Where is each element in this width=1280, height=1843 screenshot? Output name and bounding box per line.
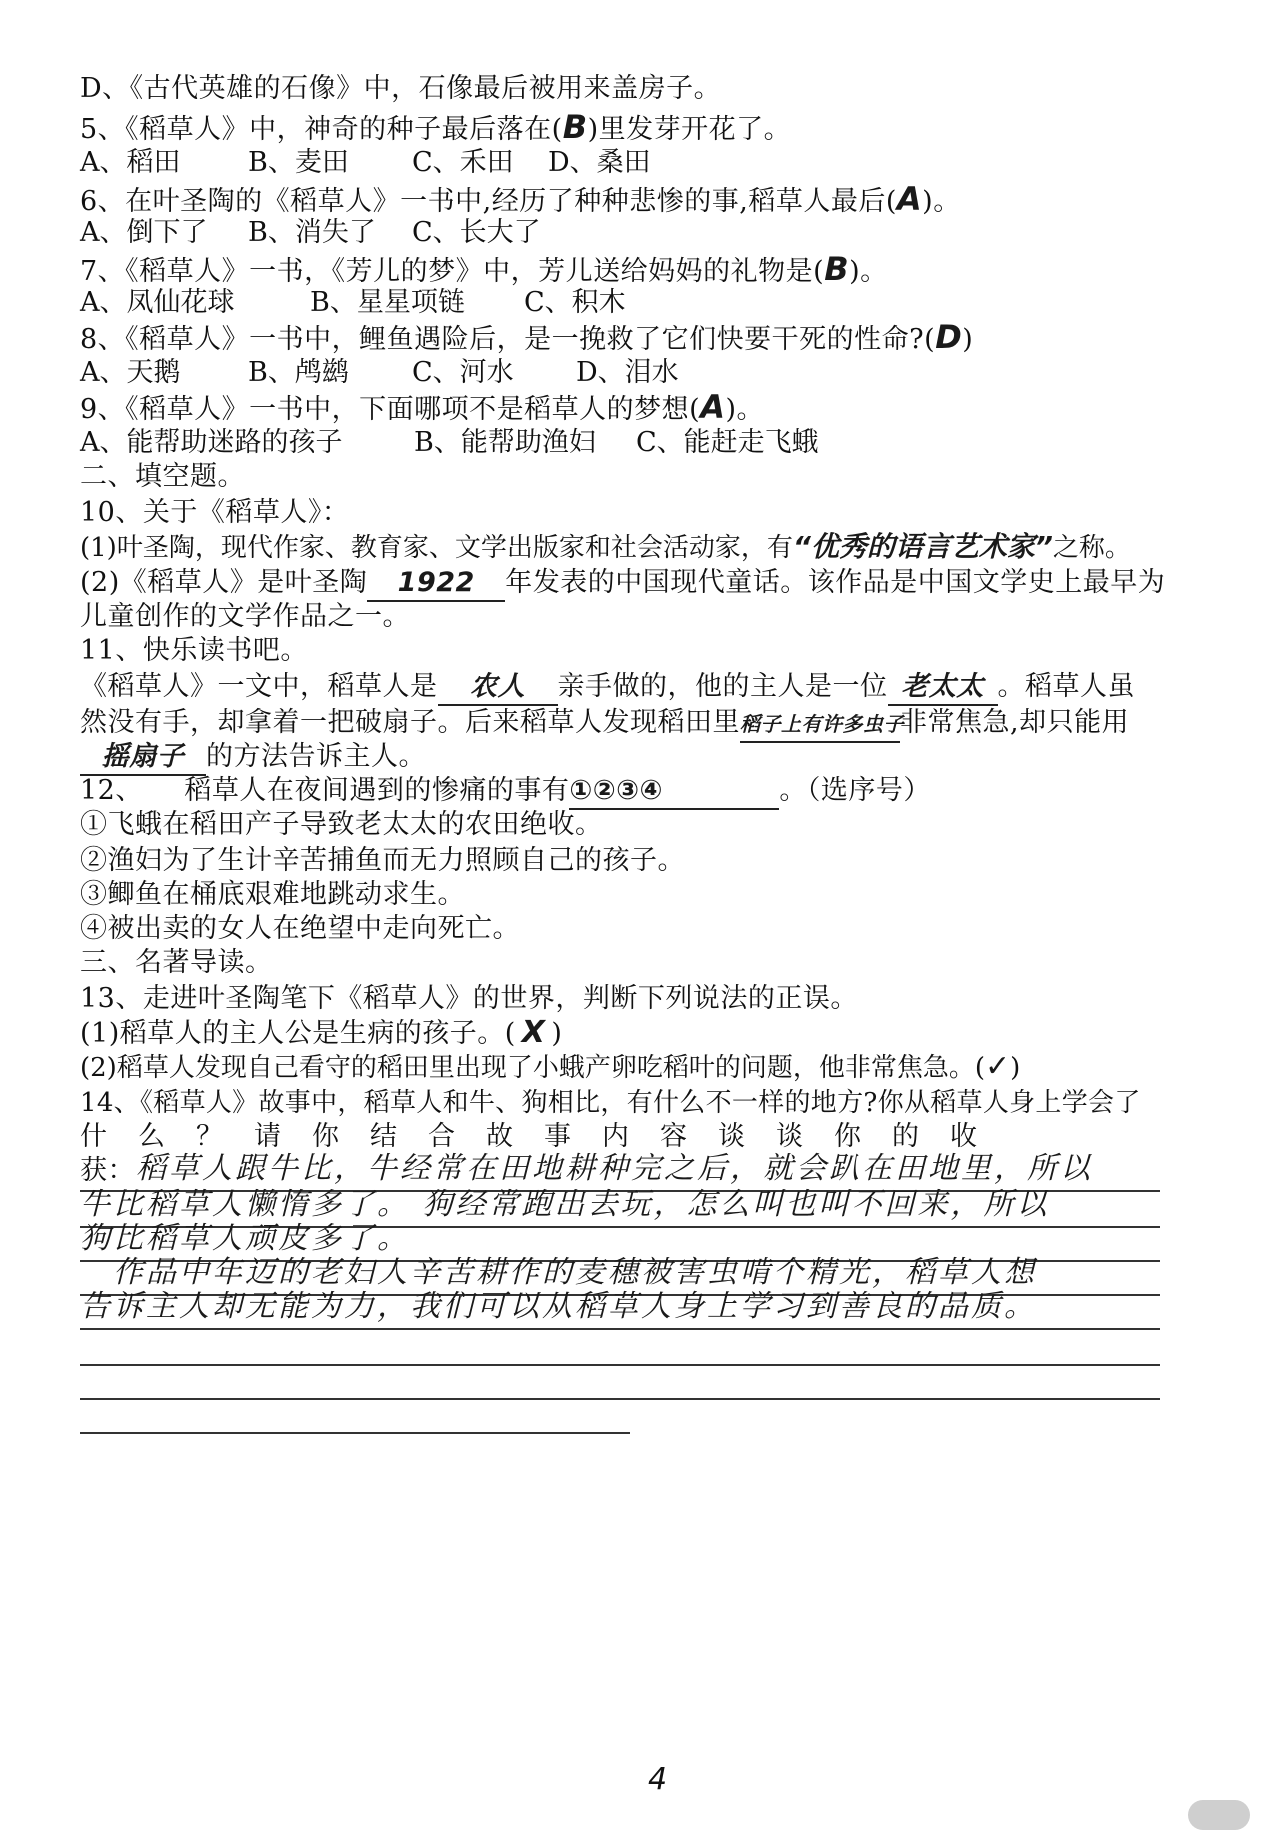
q13-statement-2 xyxy=(80,1050,1020,1085)
q6-stem-before: 6、在叶圣陶的《稻草人》一书中,经历了种种悲惨的事,稻草人最后( xyxy=(80,186,897,217)
q5-option-d: D、桑田 xyxy=(548,147,651,178)
q7-option-c: C、积木 xyxy=(524,287,626,318)
q10-part2-cont: 儿童创作的文学作品之一。 xyxy=(80,601,410,632)
q11-l3-b: 的方法告诉主人。 xyxy=(206,741,426,772)
q11-answer-problem: 稻子上有许多虫子 xyxy=(740,707,900,743)
q7-stem-after: )。 xyxy=(849,256,888,287)
q13-s1-close: ) xyxy=(551,1018,563,1049)
q6-option-a: A、倒下了 xyxy=(80,217,208,248)
q12-item-1: ①飞蛾在稻田产子导致老太太的农田绝收。 xyxy=(80,809,603,840)
q9-stem-before: 9、《稻草人》一书中，下面哪项不是稻草人的梦想( xyxy=(80,394,701,425)
q9-stem-after: )。 xyxy=(725,394,765,425)
q8-option-a: A、天鹅 xyxy=(80,357,181,388)
q11-title: 11、快乐读书吧。 xyxy=(80,635,308,666)
q13-s1-text: (1)稻草人的主人公是生病的孩子。( xyxy=(80,1018,516,1049)
q5-option-b: B、麦田 xyxy=(248,147,349,178)
answer-line xyxy=(80,1364,1160,1366)
q9-option-a: A、能帮助迷路的孩子 xyxy=(80,427,343,458)
q12-item-2: ②渔妇为了生计辛苦捕鱼而无力照顾自己的孩子。 xyxy=(80,845,685,876)
q7-stem-before: 7、《稻草人》一书，《芳儿的梦》中，芳儿送给妈妈的礼物是( xyxy=(80,256,825,287)
q11-line1 xyxy=(80,670,1135,706)
q12-stem-after: 。（选序号） xyxy=(779,775,931,806)
q5-answer: B xyxy=(562,108,588,146)
q8-stem-after: ) xyxy=(962,324,974,355)
answer-line xyxy=(80,1328,1160,1330)
q13-s2-close: ) xyxy=(1010,1053,1021,1083)
q5-stem-before: 5、《稻草人》中，神奇的种子最后落在( xyxy=(80,114,563,145)
q10-p1-answer: “优秀的语言艺术家” xyxy=(792,530,1053,563)
q14-essay-line-2: 牛比稻草人懒惰多了。 狗经常跑出去玩，怎么叫也叫不回来，所以 xyxy=(80,1187,1050,1222)
q8-option-c: C、河水 xyxy=(412,357,514,388)
q9-option-c: C、能赶走飞蛾 xyxy=(636,427,819,458)
q13-s2-answer: ✓ xyxy=(984,1049,1011,1084)
q12-item-3: ③鲫鱼在桶底艰难地跳动求生。 xyxy=(80,879,465,910)
q11-line3 xyxy=(80,740,426,776)
q10-part1 xyxy=(80,530,1131,565)
q13-title: 13、走进叶圣陶笔下《稻草人》的世界，判断下列说法的正误。 xyxy=(80,983,858,1014)
q14-line1: 14、《稻草人》故事中，稻草人和牛、狗相比，有什么不一样的地方?你从稻草人身上学会了 xyxy=(80,1088,1141,1118)
q14-essay-line-3: 狗比稻草人顽皮多了。 xyxy=(80,1221,410,1256)
q11-l2-b: 非常焦急,却只能用 xyxy=(900,707,1130,738)
q6-option-c: C、长大了 xyxy=(412,217,541,248)
question-7 xyxy=(80,252,888,289)
q12-item-4: ④被出卖的女人在绝望中走向死亡。 xyxy=(80,913,520,944)
q11-answer-maker: 农人 xyxy=(438,670,558,706)
q13-s2-text: (2)稻草人发现自己看守的稻田里出现了小蛾产卵吃稻叶的问题，他非常焦急。( xyxy=(80,1053,985,1083)
answer-line xyxy=(80,1432,630,1434)
section-2-heading: 二、填空题。 xyxy=(80,461,245,492)
q8-stem-before: 8、《稻草人》一书中，鲤鱼遇险后，是一挽救了它们快要干死的性命?( xyxy=(80,324,936,355)
q10-part2 xyxy=(80,566,1165,602)
q11-l1-c: 。稻草人虽 xyxy=(997,671,1135,702)
q11-l1-b: 亲手做的，他的主人是一位 xyxy=(557,671,888,702)
q6-answer: A xyxy=(896,180,923,218)
section-3-heading: 三、名著导读。 xyxy=(80,947,273,978)
question-6 xyxy=(80,182,961,219)
q12-stem: 12、 稻草人在夜间遇到的惨痛的事有 xyxy=(80,775,570,806)
answer-line xyxy=(80,1398,1160,1400)
q10-p1-after: 之称。 xyxy=(1052,533,1131,563)
q9-answer: A xyxy=(700,388,726,426)
q5-stem-after: )里发芽开花了。 xyxy=(587,114,792,145)
q10-p2-after: 年发表的中国现代童话。该作品是中国文学史上最早为 xyxy=(505,567,1166,598)
page-number: 4 xyxy=(648,1762,668,1797)
question-5 xyxy=(80,110,791,147)
q10-title: 10、关于《稻草人》： xyxy=(80,497,350,528)
q11-l1-a: 《稻草人》一文中，稻草人是 xyxy=(80,671,438,702)
q14-line2: 什 么 ？ 请 你 结 合 故 事 内 容 谈 谈 你 的 收 xyxy=(80,1121,979,1152)
question-8 xyxy=(80,320,973,357)
q14-label: 获： xyxy=(80,1155,135,1186)
q8-answer: D xyxy=(935,318,963,356)
q9-option-b: B、能帮助渔妇 xyxy=(414,427,596,458)
q11-answer-method: 摇扇子 xyxy=(80,740,206,776)
q11-l2-a: 然没有手，却拿着一把破扇子。后来稻草人发现稻田里 xyxy=(80,707,740,738)
question-9 xyxy=(80,390,764,427)
q11-line2 xyxy=(80,706,1129,743)
q6-stem-after: )。 xyxy=(922,186,961,217)
q14-essay-line-1: 稻草人跟牛比，牛经常在田地耕种完之后，就会趴在田地里，所以 xyxy=(136,1151,1093,1186)
q7-option-a: A、凤仙花球 xyxy=(80,287,235,318)
q8-option-b: B、鸬鹚 xyxy=(248,357,349,388)
q8-option-d: D、泪水 xyxy=(576,357,679,388)
watermark-badge xyxy=(1188,1800,1250,1830)
q14-essay-line-4: 作品中年迈的老妇人辛苦耕作的麦穗被害虫啃个精光，稻草人想 xyxy=(80,1255,1037,1290)
q13-s1-answer: X xyxy=(521,1015,546,1050)
q7-answer: B xyxy=(824,250,850,288)
q13-statement-1 xyxy=(80,1016,562,1051)
q6-option-b: B、消失了 xyxy=(248,217,376,248)
q12-answer: ①②③④ xyxy=(569,774,779,810)
q10-p2-before: (2)《稻草人》是叶圣陶 xyxy=(80,567,368,598)
q10-p2-answer: 1922 xyxy=(367,566,505,602)
q14-essay-line-5: 告诉主人却无能为力，我们可以从稻草人身上学习到善良的品质。 xyxy=(80,1289,1037,1324)
q11-answer-owner: 老太太 xyxy=(888,670,998,706)
q5-option-a: A、稻田 xyxy=(80,147,181,178)
q5-option-c: C、禾田 xyxy=(412,147,514,178)
q10-p1-before: (1)叶圣陶，现代作家、教育家、文学出版家和社会活动家，有 xyxy=(80,533,793,563)
question-12 xyxy=(80,774,931,810)
q7-option-b: B、星星项链 xyxy=(310,287,465,318)
prev-option-d: D、《古代英雄的石像》中，石像最后被用来盖房子。 xyxy=(80,73,722,104)
